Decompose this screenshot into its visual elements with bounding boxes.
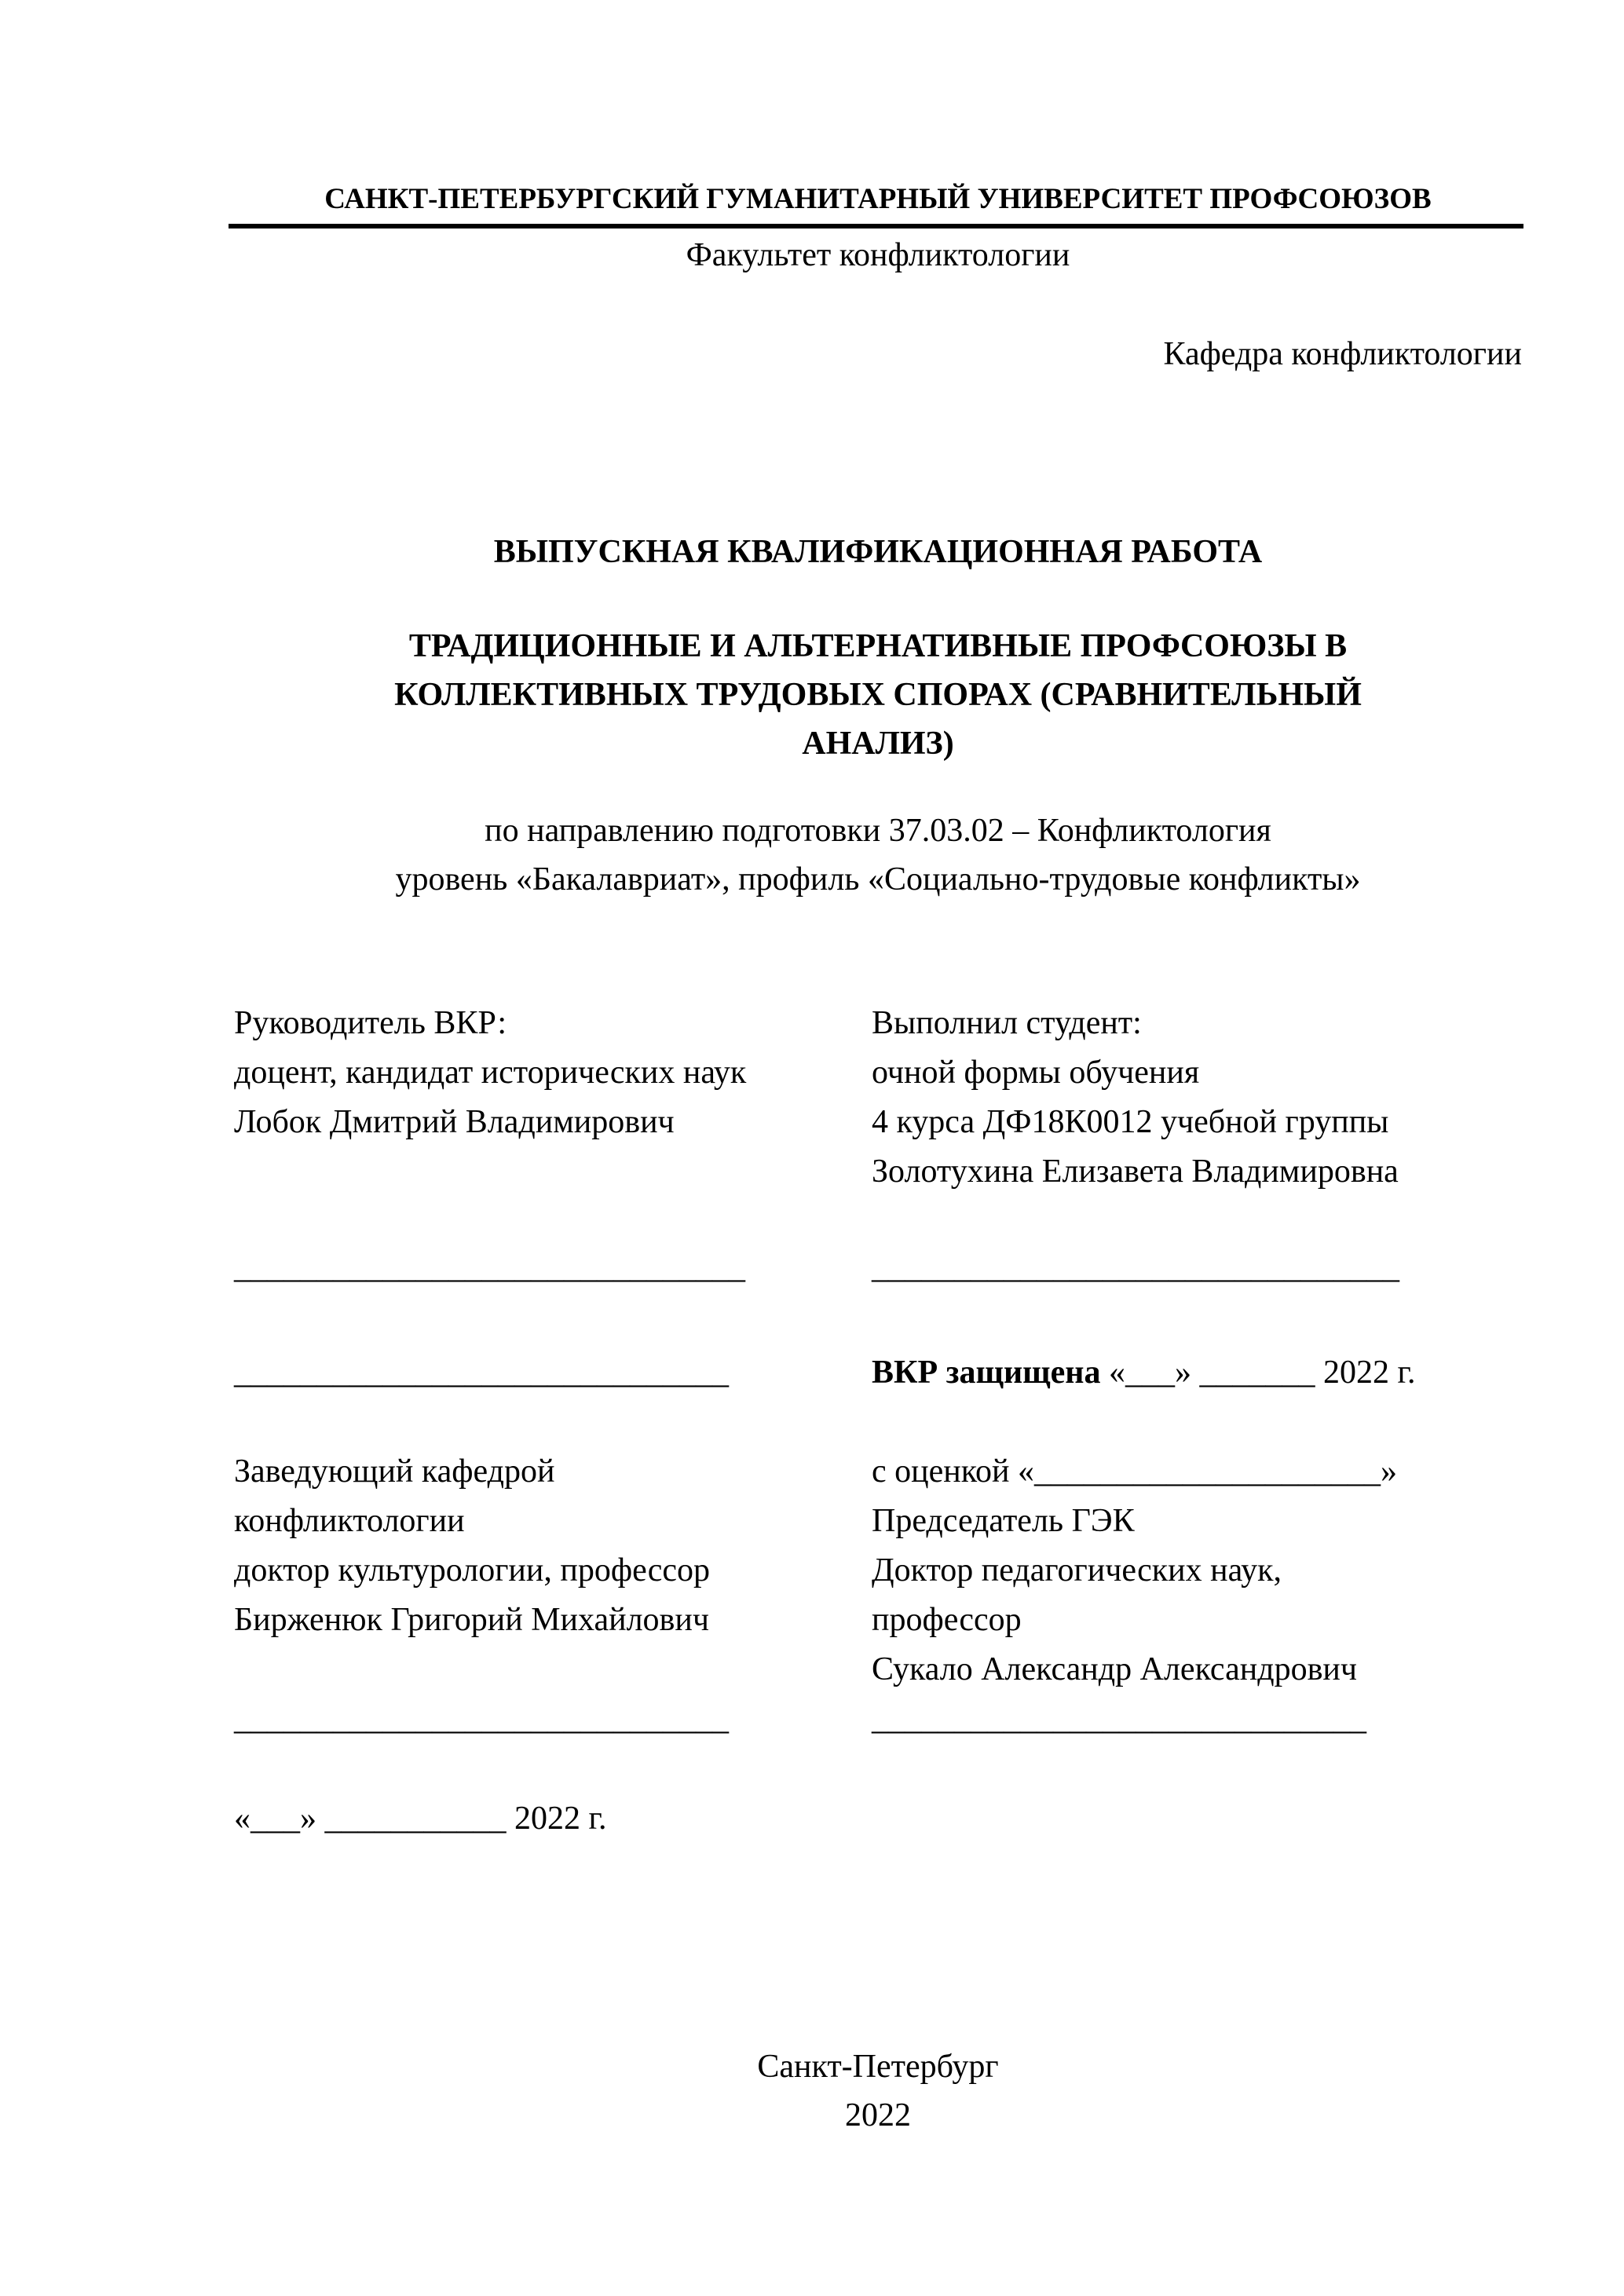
- committee-signature-row: [234, 1695, 1522, 1744]
- head-line: доктор культурологии, профессор: [234, 1552, 711, 1589]
- chairman-line: Председатель ГЭК: [872, 1503, 1135, 1539]
- chairman-signature-line: ______________________________: [872, 1701, 1366, 1737]
- head-signature-line: ______________________________: [234, 1701, 729, 1737]
- city: Санкт-Петербург: [757, 2049, 999, 2085]
- supervisor-title: доцент, кандидат исторических наук: [234, 1055, 747, 1091]
- student-signature-line: ________________________________: [872, 1249, 1399, 1285]
- supervisor-second-line: ______________________________: [234, 1355, 729, 1391]
- student-label: Выполнил студент:: [872, 1005, 1142, 1041]
- study-level: уровень «Бакалавриат», профиль «Социально-трудовые конфликты»: [395, 861, 1361, 898]
- defense-row: [234, 1348, 1522, 1398]
- head-date: «___» ___________ 2022 г.: [234, 1801, 607, 1837]
- chairman-line: Доктор педагогических наук,: [872, 1552, 1282, 1589]
- student-form: очной формы обучения: [872, 1055, 1200, 1091]
- head-line: конфликтологии: [234, 1503, 465, 1539]
- header-divider: [229, 224, 1523, 229]
- work-type: ВЫПУСКНАЯ КВАЛИФИКАЦИОННАЯ РАБОТА: [493, 534, 1263, 570]
- department-name: Кафедра конфликтологии: [1163, 336, 1522, 372]
- supervisor-block: [234, 999, 872, 1197]
- signatories-row: [234, 999, 1522, 1197]
- work-title: [234, 622, 1522, 768]
- signature-row: [234, 1243, 1522, 1292]
- defense-grade: с оценкой «_____________________»: [872, 1453, 1397, 1490]
- student-group: 4 курса ДФ18К0012 учебной группы: [872, 1104, 1389, 1140]
- chairman-line: профессор: [872, 1602, 1022, 1638]
- head-name: Бирженюк Григорий Михайлович: [234, 1602, 709, 1638]
- supervisor-label: Руководитель ВКР:: [234, 1005, 507, 1041]
- defense-date: «___» _______ 2022 г.: [1100, 1355, 1416, 1391]
- defense-status: [872, 1348, 1522, 1398]
- student-name: Золотухина Елизавета Владимировна: [872, 1153, 1399, 1190]
- head-line: Заведующий кафедрой: [234, 1453, 555, 1490]
- head-of-dept-block: [234, 1447, 872, 1695]
- supervisor-name: Лобок Дмитрий Владимирович: [234, 1104, 675, 1140]
- committee-row: [234, 1447, 1522, 1695]
- title-page: [234, 175, 1522, 2140]
- chairman-name: Сукало Александр Александрович: [872, 1651, 1358, 1687]
- study-direction: по направлению подготовки 37.03.02 – Конфликтология: [485, 813, 1271, 849]
- supervisor-signature-line: _______________________________: [234, 1249, 745, 1285]
- work-title-line: ТРАДИЦИОННЫЕ И АЛЬТЕРНАТИВНЫЕ ПРОФСОЮЗЫ В: [408, 628, 1348, 664]
- work-title-line: АНАЛИЗ): [802, 726, 954, 762]
- defense-label: ВКР защищена: [872, 1355, 1101, 1391]
- university-name: САНКТ-ПЕТЕРБУРГСКИЙ ГУМАНИТАРНЫЙ УНИВЕРСИТЕТ ПРОФСОЮЗОВ: [324, 183, 1432, 215]
- year: 2022: [845, 2097, 911, 2133]
- faculty-name: Факультет конфликтологии: [686, 237, 1070, 273]
- work-title-line: КОЛЛЕКТИВНЫХ ТРУДОВЫХ СПОРАХ (СРАВНИТЕЛЬНЫЙ: [394, 677, 1362, 713]
- student-block: [872, 999, 1522, 1197]
- chairman-block: [872, 1447, 1522, 1695]
